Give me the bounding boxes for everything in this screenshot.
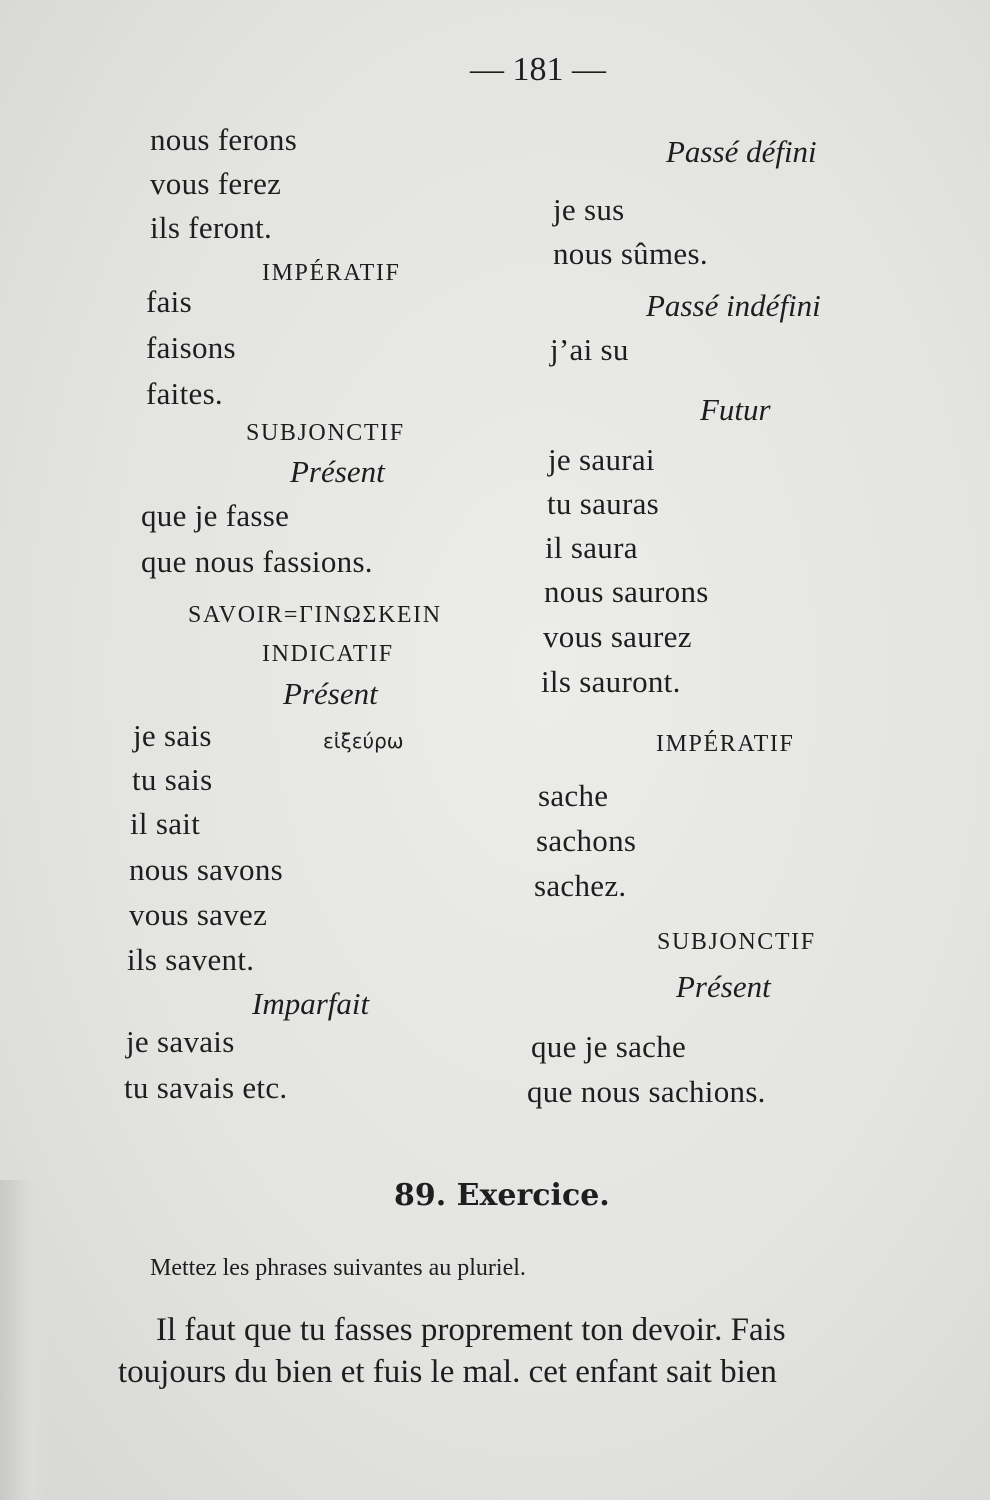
conjugation-line: je sus [553,192,625,227]
exercise-instruction: Mettez les phrases suivantes au pluriel. [150,1255,526,1281]
conjugation-line: je saurai [548,442,655,477]
conjugation-line: sachons [536,823,637,858]
section-heading-imperatif: IMPÉRATIF [262,260,401,286]
conjugation-line: j’ai su [550,332,629,367]
conjugation-line: que nous sachions. [527,1074,766,1109]
conjugation-line: sache [538,778,609,813]
conjugation-line: fais [146,284,192,319]
tense-heading-passe-defini: Passé défini [666,134,817,169]
section-heading-subjonctif: SUBJONCTIF [246,420,405,446]
conjugation-line: que je fasse [141,498,290,533]
section-heading-indicatif: INDICATIF [262,641,394,667]
exercise-title: 89. Exercice. [394,1178,610,1213]
section-heading-imperatif: IMPÉRATIF [656,731,795,757]
tense-heading-present: Présent [283,676,378,711]
conjugation-line: je sais [133,718,212,753]
conjugation-line: ils feront. [150,210,273,245]
conjugation-line: faites. [146,376,223,411]
conjugation-line: il sait [130,806,201,841]
conjugation-line: vous ferez [150,166,282,201]
conjugation-line: ils sauront. [541,664,681,699]
conjugation-line: nous sûmes. [553,236,708,271]
conjugation-line: ils savent. [127,942,255,977]
greek-gloss: εἰξεύρω [323,729,404,753]
conjugation-line: nous saurons [544,574,709,609]
tense-heading-present: Présent [676,969,771,1004]
tense-heading-present: Présent [290,454,385,489]
conjugation-line: nous ferons [150,122,298,157]
conjugation-line: vous saurez [543,619,692,654]
conjugation-line: que nous fassions. [141,544,373,579]
section-heading-subjonctif: SUBJONCTIF [657,929,816,955]
tense-heading-passe-indefini: Passé indéfini [646,288,821,323]
conjugation-line: il saura [545,530,638,565]
conjugation-line: que je sache [531,1029,687,1064]
conjugation-line: faisons [146,330,236,365]
conjugation-line: je savais [126,1024,235,1059]
conjugation-line: tu savais etc. [124,1070,288,1105]
conjugation-line: sachez. [534,868,627,903]
tense-heading-imparfait: Imparfait [252,986,370,1021]
exercise-text-line: Il faut que tu fasses proprement ton devoir. Fais [156,1312,786,1348]
exercise-text-line: toujours du bien et fuis le mal. cet enfant sait bien [118,1354,777,1390]
conjugation-line: nous savons [129,852,284,887]
page-number: — 181 — [470,51,606,88]
page-binding-edge [0,1180,52,1500]
tense-heading-futur: Futur [700,392,771,427]
verb-heading-savoir: SAVOIR=ΓΙΝΩΣΚΕΙΝ [188,602,442,628]
conjugation-line: tu sauras [547,486,660,521]
conjugation-line: vous savez [129,897,268,932]
conjugation-line: tu sais [132,762,213,797]
